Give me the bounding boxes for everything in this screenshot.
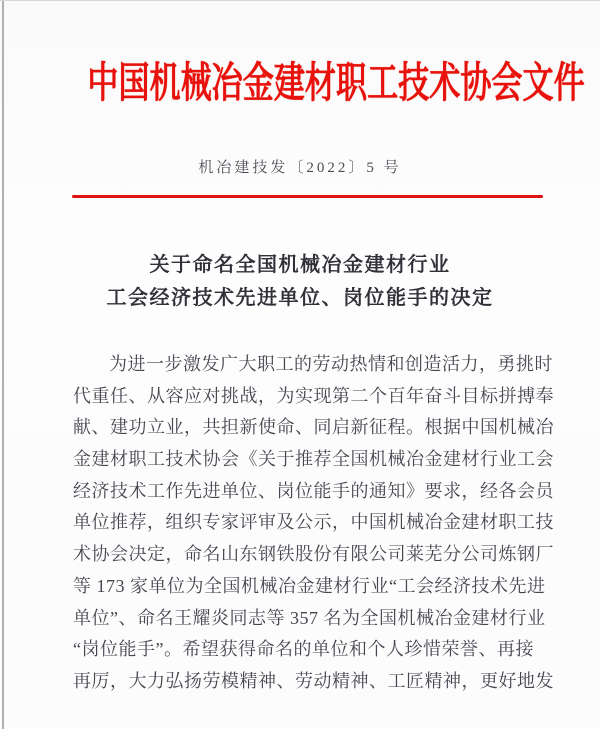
document-number: 机冶建技发〔2022〕5 号	[198, 160, 402, 176]
body-line: 单位推荐，组织专家评审及公示，中国机械冶金建材职工技	[73, 512, 554, 533]
body-line: 单位”、命名王耀炎同志等 357 名为全国机械冶金建材行业	[73, 607, 546, 628]
document-body	[73, 349, 554, 698]
letterhead-title-text: 中国机械冶金建材职工技术协会文件	[87, 61, 585, 107]
body-line: 为进一步激发广大职工的劳动热情和创造活力，勇挑时	[109, 354, 553, 374]
red-divider-line	[72, 195, 543, 198]
photo-top-edge	[0, 0, 600, 1]
document-title	[0, 249, 600, 315]
document-title-line-1: 关于命名全国机械冶金建材行业	[149, 254, 451, 276]
body-line: 再厉，大力弘扬劳模精神、劳动精神、工匠精神，更好地发	[73, 670, 554, 691]
body-line: 献、建功立业，共担新使命、同启新征程。根据中国机械冶	[73, 417, 554, 438]
document-title-line-2: 工会经济技术先进单位、岗位能手的决定	[106, 287, 494, 309]
body-line: 代重任、从容应对挑战，为实现第二个百年奋斗目标拼搏奉	[73, 385, 554, 406]
body-line: “岗位能手”。希望获得命名的单位和个人珍惜荣誉、再接	[73, 639, 534, 660]
body-line: 金建材职工技术协会《关于推荐全国机械冶金建材行业工会	[73, 449, 554, 470]
body-line: 术协会决定，命名山东钢铁股份有限公司莱芜分公司炼钢厂	[73, 544, 554, 565]
body-line: 经济技术工作先进单位、岗位能手的通知》要求，经各会员	[73, 480, 554, 501]
body-line: 等 173 家单位为全国机械冶金建材行业“工会经济技术先进	[73, 575, 546, 596]
letterhead-title	[0, 50, 600, 110]
